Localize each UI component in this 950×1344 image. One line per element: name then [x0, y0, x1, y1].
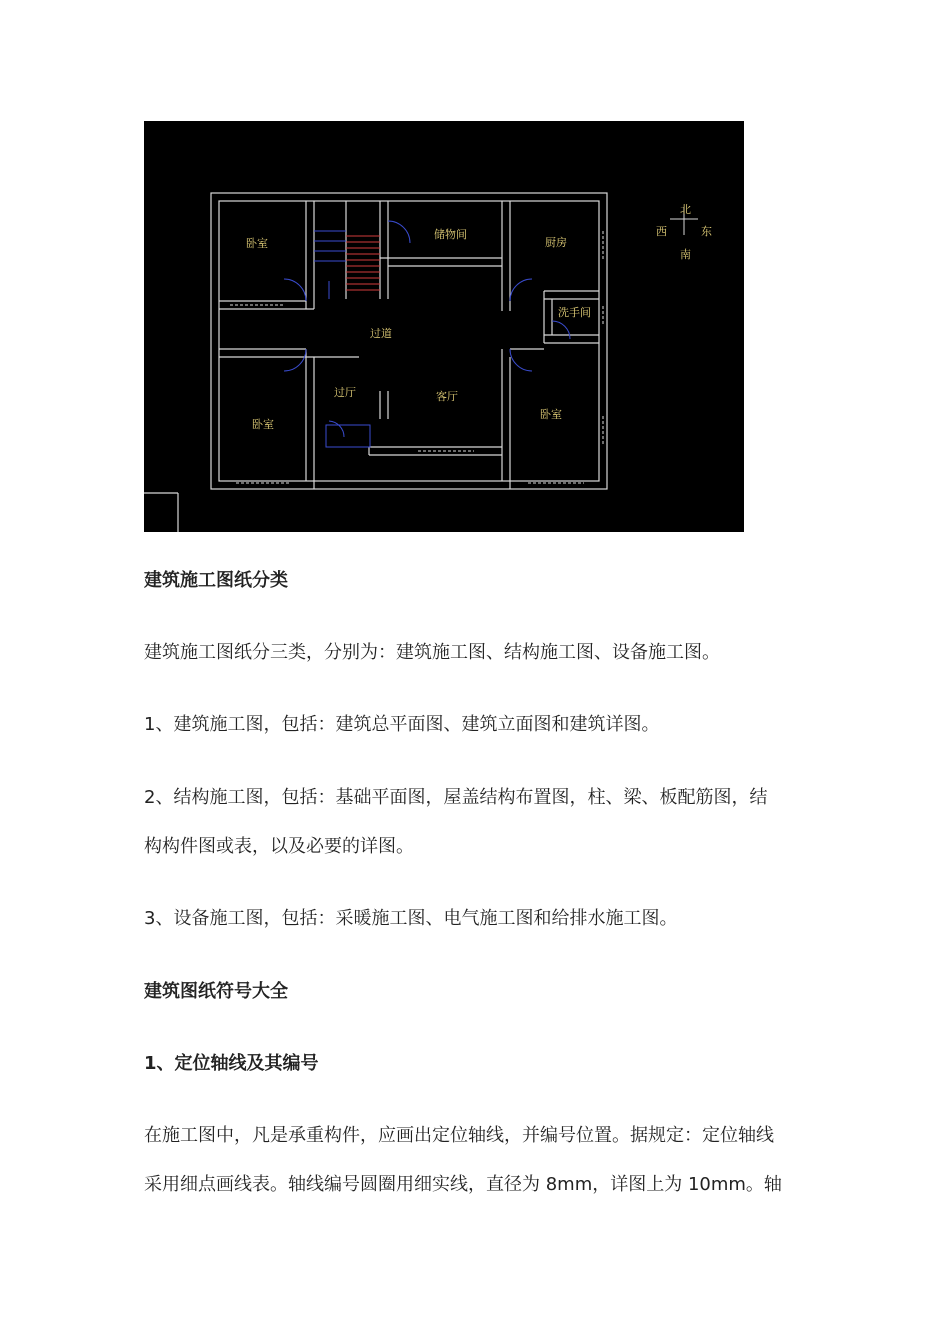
compass-north-label: 北	[680, 203, 691, 216]
paragraph-axis-lines-line1: 在施工图中，凡是承重构件，应画出定位轴线，并编号位置。据规定：定位轴线	[144, 1125, 774, 1146]
room-label-storage: 储物间	[434, 228, 467, 241]
doors	[284, 221, 570, 447]
floor-plan-image	[144, 121, 744, 532]
section-heading-drawing-classification: 建筑施工图纸分类	[144, 570, 288, 591]
list-item-architectural-drawings: 1、建筑施工图，包括：建筑总平面图、建筑立面图和建筑详图。	[144, 714, 660, 735]
room-label-washroom: 洗手间	[558, 306, 591, 319]
subheading-axis-lines: 1、定位轴线及其编号	[144, 1053, 319, 1074]
room-label-bedroom-bottom-left: 卧室	[252, 418, 274, 431]
paragraph-axis-lines-line2: 采用细点画线表。轴线编号圆圈用细实线，直径为 8mm，详图上为 10mm。轴	[144, 1174, 782, 1195]
room-label-living-room: 客厅	[436, 390, 458, 403]
room-label-kitchen: 厨房	[545, 236, 567, 249]
compass-west-label: 西	[656, 225, 667, 238]
room-label-foyer: 过厅	[334, 386, 356, 399]
list-item-equipment-drawings: 3、设备施工图，包括：采暖施工图、电气施工图和给排水施工图。	[144, 908, 678, 929]
compass-east-label: 东	[701, 225, 712, 238]
floor-plan-drawing	[144, 121, 744, 532]
paragraph-classification-intro: 建筑施工图纸分三类，分别为：建筑施工图、结构施工图、设备施工图。	[144, 642, 720, 663]
room-label-bedroom-bottom-right: 卧室	[540, 408, 562, 421]
list-item-structural-drawings-line1: 2、结构施工图，包括：基础平面图，屋盖结构布置图，柱、梁、板配筋图，结	[144, 787, 768, 808]
stairs	[346, 236, 380, 290]
stair-rail	[314, 231, 346, 299]
room-label-corridor: 过道	[370, 327, 392, 340]
walls	[144, 193, 607, 532]
room-label-bedroom-top-left: 卧室	[246, 237, 268, 250]
section-heading-drawing-symbols: 建筑图纸符号大全	[144, 981, 288, 1002]
list-item-structural-drawings-line2: 构构件图或表，以及必要的详图。	[144, 836, 414, 857]
compass-south-label: 南	[680, 248, 691, 261]
